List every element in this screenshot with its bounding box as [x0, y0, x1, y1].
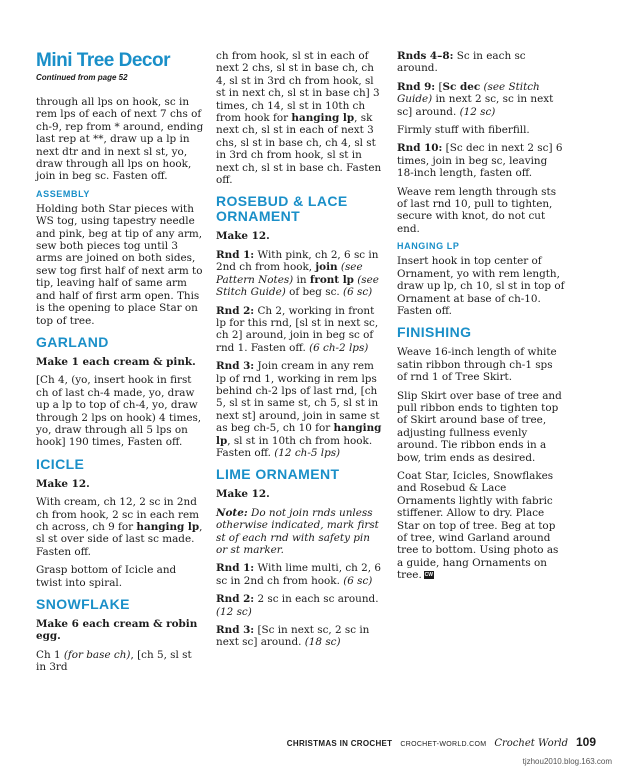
stitch-count: (12 sc): [216, 605, 252, 618]
bold-term: hanging lp: [136, 520, 200, 533]
text-span: , sk next ch, sl st in each of next 3 chs, sl st in base ch, ch 4, sl st in 3rd ch from hook, sl st in next ch, sl st in base ch. Fasten off.: [216, 112, 382, 187]
round-label: Rnds 4–8:: [397, 50, 454, 62]
text-span: [Sc dec in next 2 sc] 6 times, join in beg sc, leaving 18-inch length, fasten off.: [397, 142, 563, 180]
hanging-lp-heading: HANGING LP: [397, 241, 460, 252]
snowflake-heading: SNOWFLAKE: [36, 596, 130, 612]
stitch-count: (18 sc): [304, 636, 341, 649]
lime-rnd-9: [397, 81, 565, 118]
bold-term: hanging lp: [291, 112, 355, 125]
rosebud-rnd-2: [216, 305, 382, 355]
page-footer: [287, 735, 596, 749]
column-2: [216, 50, 382, 655]
stitch-count: (6 sc): [343, 286, 373, 299]
text-span: in: [293, 273, 310, 286]
finishing-text-1: Weave 16-inch length of white satin ribbon through ch-1 sps of rnd 1 of Tree Skirt.: [397, 346, 557, 384]
icicle-text-2: Grasp bottom of Icicle and twist into spiral.: [36, 564, 177, 589]
rosebud-heading: ROSEBUD & LACE ORNAMENT: [216, 193, 348, 225]
assembly-text: Holding both Star pieces with WS tog, using tapestry needle and pink, beg at tip of any arm, sew both pieces tog until 3 arms are joined on both sides, sew tog first half of next arm to tip, leaving half of same arm and half of first arm open. This is the opening to place Star on top of tree.: [36, 202, 203, 327]
stitch-count: (12 sc): [459, 105, 496, 118]
finishing-text-2: Slip Skirt over base of tree and pull ribbon ends to tighten top of Skirt around base of tree, adjusting fullness evenly around. Tie ribbon ends in a bow, trim ends as desired.: [397, 389, 562, 464]
lime-heading: LIME ORNAMENT: [216, 466, 340, 483]
end-mark-icon: CW: [424, 572, 433, 579]
text-span: Ch 2, working in front lp for this rnd, [sl st in next sc, ch 2] around, join in beg sc of rnd 1. Fasten off.: [216, 304, 379, 354]
rosebud-rnd-1: [216, 249, 382, 299]
icicle-text: [36, 496, 204, 558]
snowflake-text: [36, 649, 204, 674]
text-span: Join cream in any rem lp of rnd 1, working in rem lps behind ch-2 lps of last rnd, [ch 5, sl st in same st, ch 5, sl st in next st] around, join in same st as beg ch-5, ch 10 for: [216, 360, 380, 435]
text-span: Coat Star, Icicles, Snowflakes and Rosebud & Lace Ornaments lightly with fabric stiffener. Allow to dry. Place Star on top of tree. Beg at top of tree, wind Garland around tree to bottom. Using photo as a guide, hang Ornaments on tree.: [397, 469, 559, 582]
italic-note: (for base ch): [63, 648, 131, 661]
text-span: Do not join rnds unless otherwise indicated, mark first st of each rnd with safety pin or st marker.: [216, 506, 379, 556]
bold-term: join: [315, 261, 338, 274]
garland-heading: GARLAND: [36, 333, 109, 350]
stitch-count: (12 ch-5 lps): [274, 446, 341, 459]
round-label: Rnd 1:: [216, 562, 255, 575]
finishing-text-3: [397, 470, 565, 582]
intro-paragraph: through all lps on hook, sc in rem lps of each of next 7 chs of ch-9, rep from * around, ending last rep at **, draw up a lp in next dtr and in next sl st, yo, draw through all lps on hook, join in beg sc. Fasten off.: [36, 96, 204, 183]
text-span: Sc in each sc around.: [397, 50, 526, 75]
lime-rnd-3: [216, 624, 382, 649]
round-label: Rnd 3:: [216, 624, 255, 637]
text-span: With lime multi, ch 2, 6 sc in 2nd ch from hook.: [216, 562, 381, 587]
assembly-heading: ASSEMBLY: [36, 188, 90, 199]
lime-rnds-4-8: [397, 50, 565, 75]
text-span: ch from hook, sl st in each of next 2 chs, sl st in base ch, ch 4, sl st in 3rd ch from hook, sl st in next ch, sl st in base ch] 3 times, ch 14, sl st in 10th ch from hook for: [216, 50, 380, 125]
stitch-count: (6 sc): [343, 574, 373, 587]
round-label: Rnd 10:: [397, 142, 443, 155]
icicle-make: Make 12.: [36, 477, 90, 490]
text-span: 2 sc in each sc around.: [254, 593, 379, 606]
watermark: tjzhou2010.blog.163.com: [522, 757, 612, 766]
round-label: Rnd 1:: [216, 248, 255, 261]
bold-term: hanging lp: [216, 422, 382, 447]
text-span: , [ch 5, sl st in 3rd: [36, 648, 192, 674]
column-3: [397, 50, 565, 588]
round-label: Rnd 9:: [397, 80, 436, 93]
website-link: CROCHET-WORLD.COM: [400, 741, 487, 748]
text-span: [Sc in next sc, 2 sc in next sc] around.: [216, 624, 370, 649]
round-label: Rnd 2:: [216, 304, 255, 317]
column-1: [36, 50, 204, 680]
text-span: With cream, ch 12, 2 sc in 2nd ch from hook, 2 sc in each rem ch across, ch 9 for: [36, 496, 199, 533]
stuff-text: Firmly stuff with fiberfill.: [397, 124, 530, 137]
brand-name: Crochet World: [494, 738, 568, 749]
stitch-count: (6 ch-2 lps): [309, 341, 369, 354]
italic-note: (see Stitch Guide): [216, 273, 379, 299]
weave-text: Weave rem length through sts of last rnd 10, pull to tighten, secure with knot, do not cut end.: [397, 185, 557, 235]
snowflake-continued: [216, 50, 382, 186]
round-label: Rnd 3:: [216, 360, 255, 373]
bold-term: Sc dec: [442, 80, 481, 93]
italic-note: (see Stitch Guide): [397, 80, 540, 106]
page-title: Mini Tree Decor: [36, 50, 170, 71]
rosebud-rnd-3: [216, 360, 382, 459]
text-span: , sl st in 10th ch from hook. Fasten off.: [216, 434, 373, 459]
magazine-name: CHRISTMAS IN CROCHET: [286, 739, 393, 748]
rosebud-make: Make 12.: [216, 230, 270, 243]
lime-make: Make 12.: [216, 488, 270, 501]
icicle-heading: ICICLE: [36, 455, 85, 472]
hanging-lp-text: Insert hook in top center of Ornament, yo with rem length, draw up lp, ch 10, sl st in top of Ornament at base of ch-10. Fasten off.: [397, 255, 565, 317]
bold-term: front lp: [309, 273, 354, 286]
lime-note: [216, 507, 382, 557]
text-span: of beg sc.: [285, 286, 344, 299]
text-span: With pink, ch 2, 6 sc in 2nd ch from hook,: [216, 248, 379, 274]
lime-rnd-2: [216, 593, 382, 618]
round-label: Rnd 2:: [216, 593, 255, 606]
garland-make: Make 1 each cream & pink.: [36, 355, 196, 368]
finishing-heading: FINISHING: [397, 324, 472, 341]
text-span: in next 2 sc, sc in next sc] around.: [397, 93, 554, 118]
italic-note: (see Pattern Notes): [216, 261, 363, 286]
lime-rnd-1: [216, 562, 382, 587]
garland-text: [Ch 4, (yo, insert hook in first ch of last ch-4 made, yo, draw up a lp to top of ch-4, yo, draw through 2 lps on hook) 4 times, yo, draw through all 5 lps on hook] 190 times, Fasten off.: [36, 374, 202, 449]
text-span: , sl st over side of last sc made. Fasten off.: [36, 520, 203, 558]
note-label: Note:: [216, 506, 248, 519]
page-number: 109: [575, 735, 596, 749]
text-span: Ch 1: [36, 648, 64, 661]
snowflake-make: Make 6 each cream & robin egg.: [36, 618, 198, 643]
continued-note: Continued from page 52: [36, 73, 128, 82]
text-span: [: [435, 80, 443, 93]
lime-rnd-10: [397, 142, 565, 179]
